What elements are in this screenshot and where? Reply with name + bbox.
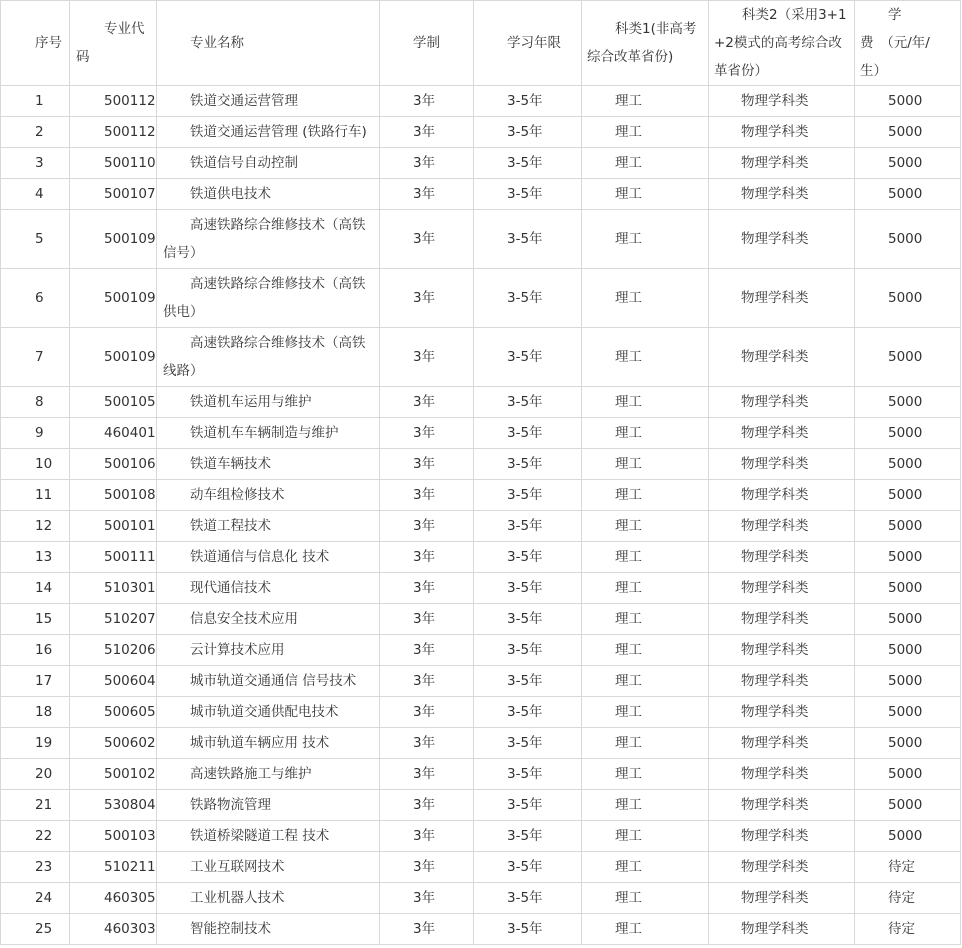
row-name-line1: 铁路物流管理 (190, 797, 271, 813)
row-code: 510301 (70, 573, 157, 604)
row-subject2: 物理学科类 (709, 328, 855, 387)
table-row (1, 573, 961, 604)
row-name (157, 179, 380, 210)
row-duration: 3-5年 (474, 573, 582, 604)
row-name (157, 542, 380, 573)
row-code: 530804 (70, 790, 157, 821)
row-fee: 待定 (855, 883, 961, 914)
row-subject2: 物理学科类 (709, 604, 855, 635)
row-subject1: 理工 (582, 852, 709, 883)
row-subject1: 理工 (582, 210, 709, 269)
row-name-line1: 高速铁路综合维修技术（高铁 (190, 217, 366, 233)
row-name (157, 148, 380, 179)
row-subject2: 物理学科类 (709, 387, 855, 418)
row-name-line1: 铁道机车车辆制造与维护 (190, 425, 339, 441)
row-name-line2: 供电） (163, 304, 204, 320)
row-subject1: 理工 (582, 635, 709, 666)
header-fee-line2: 费 （元/年/ (860, 35, 930, 51)
row-name-line1: 城市轨道车辆应用 技术 (190, 735, 330, 751)
table-row (1, 604, 961, 635)
row-subject1: 理工 (582, 697, 709, 728)
row-subject1: 理工 (582, 728, 709, 759)
header-seq: 序号 (1, 1, 70, 86)
row-system: 3年 (380, 604, 474, 635)
row-name-line1: 铁道交通运营管理 (铁路行车) (190, 124, 367, 140)
row-name-line1: 云计算技术应用 (190, 642, 285, 658)
row-seq: 25 (1, 914, 70, 945)
table-row (1, 117, 961, 148)
row-name (157, 914, 380, 945)
table-row (1, 179, 961, 210)
row-name-line1: 铁道交通运营管理 (190, 93, 298, 109)
row-name-line1: 工业互联网技术 (190, 859, 285, 875)
row-fee: 5000 (855, 117, 961, 148)
row-subject1: 理工 (582, 148, 709, 179)
table-row (1, 790, 961, 821)
row-subject2: 物理学科类 (709, 449, 855, 480)
header-code-line2: 码 (76, 49, 90, 65)
row-name-line1: 铁道信号自动控制 (190, 155, 298, 171)
row-system: 3年 (380, 666, 474, 697)
row-code: 510206 (70, 635, 157, 666)
header-name: 专业名称 (157, 1, 380, 86)
row-fee: 5000 (855, 759, 961, 790)
header-subject2-line1: 科类2（采用3+1 (742, 7, 847, 23)
header-subject2-line3: 革省份） (714, 63, 768, 79)
row-name (157, 210, 380, 269)
row-name-line1: 信息安全技术应用 (190, 611, 298, 627)
row-fee: 5000 (855, 821, 961, 852)
row-subject2: 物理学科类 (709, 148, 855, 179)
row-system: 3年 (380, 148, 474, 179)
row-subject2: 物理学科类 (709, 418, 855, 449)
row-system: 3年 (380, 697, 474, 728)
row-subject2: 物理学科类 (709, 179, 855, 210)
row-seq: 5 (1, 210, 70, 269)
row-seq: 22 (1, 821, 70, 852)
row-duration: 3-5年 (474, 86, 582, 117)
row-fee: 5000 (855, 328, 961, 387)
row-system: 3年 (380, 480, 474, 511)
table-row (1, 666, 961, 697)
row-code: 460303 (70, 914, 157, 945)
table-row (1, 759, 961, 790)
row-system: 3年 (380, 418, 474, 449)
row-fee: 5000 (855, 148, 961, 179)
row-fee: 5000 (855, 210, 961, 269)
row-seq: 16 (1, 635, 70, 666)
row-subject2: 物理学科类 (709, 914, 855, 945)
header-subject2-line2: +2模式的高考综合改 (714, 35, 842, 51)
row-subject1: 理工 (582, 511, 709, 542)
row-name (157, 790, 380, 821)
row-subject1: 理工 (582, 604, 709, 635)
row-code: 500111 (70, 542, 157, 573)
row-system: 3年 (380, 635, 474, 666)
row-subject1: 理工 (582, 418, 709, 449)
row-name-line1: 现代通信技术 (190, 580, 271, 596)
row-name (157, 511, 380, 542)
row-code: 500605 (70, 697, 157, 728)
row-system: 3年 (380, 914, 474, 945)
row-system: 3年 (380, 852, 474, 883)
table-row (1, 148, 961, 179)
row-system: 3年 (380, 179, 474, 210)
table-row (1, 480, 961, 511)
header-subject1 (582, 1, 709, 86)
row-code: 500106 (70, 449, 157, 480)
row-subject2: 物理学科类 (709, 821, 855, 852)
row-seq: 10 (1, 449, 70, 480)
row-system: 3年 (380, 328, 474, 387)
row-duration: 3-5年 (474, 328, 582, 387)
header-subject2 (709, 1, 855, 86)
row-name-line1: 城市轨道交通通信 信号技术 (190, 673, 357, 689)
table-row (1, 914, 961, 945)
row-fee: 5000 (855, 728, 961, 759)
row-name-line1: 智能控制技术 (190, 921, 271, 937)
row-name (157, 328, 380, 387)
header-fee (855, 1, 961, 86)
row-name (157, 852, 380, 883)
row-name (157, 728, 380, 759)
row-seq: 23 (1, 852, 70, 883)
row-name (157, 821, 380, 852)
table-header-row (1, 1, 961, 86)
row-seq: 6 (1, 269, 70, 328)
header-system: 学制 (380, 1, 474, 86)
row-fee: 5000 (855, 542, 961, 573)
row-name-line1: 工业机器人技术 (190, 890, 285, 906)
row-name-line1: 动车组检修技术 (190, 487, 285, 503)
row-duration: 3-5年 (474, 179, 582, 210)
header-subject1-line1: 科类1(非高考 (615, 21, 697, 37)
row-name (157, 418, 380, 449)
row-fee: 5000 (855, 604, 961, 635)
row-name (157, 449, 380, 480)
row-subject1: 理工 (582, 666, 709, 697)
row-system: 3年 (380, 269, 474, 328)
row-code: 500602 (70, 728, 157, 759)
row-fee: 5000 (855, 697, 961, 728)
row-seq: 12 (1, 511, 70, 542)
row-code: 500107 (70, 179, 157, 210)
row-code: 500109 (70, 210, 157, 269)
row-system: 3年 (380, 449, 474, 480)
row-code: 500101 (70, 511, 157, 542)
row-name (157, 759, 380, 790)
row-subject1: 理工 (582, 387, 709, 418)
header-code-line1: 专业代 (104, 21, 145, 37)
row-duration: 3-5年 (474, 148, 582, 179)
table-row (1, 210, 961, 269)
row-fee: 5000 (855, 666, 961, 697)
row-subject2: 物理学科类 (709, 697, 855, 728)
header-subject1-line2: 综合改革省份) (587, 49, 674, 65)
row-fee: 5000 (855, 269, 961, 328)
row-system: 3年 (380, 86, 474, 117)
row-subject2: 物理学科类 (709, 852, 855, 883)
table-row (1, 511, 961, 542)
row-code: 510211 (70, 852, 157, 883)
table-body (1, 86, 961, 945)
row-code: 460401 (70, 418, 157, 449)
row-subject2: 物理学科类 (709, 790, 855, 821)
row-system: 3年 (380, 883, 474, 914)
row-fee: 5000 (855, 418, 961, 449)
row-name (157, 269, 380, 328)
row-subject2: 物理学科类 (709, 480, 855, 511)
header-fee-line1: 学 (888, 7, 902, 23)
row-code: 510207 (70, 604, 157, 635)
row-duration: 3-5年 (474, 117, 582, 148)
row-subject2: 物理学科类 (709, 269, 855, 328)
row-fee: 5000 (855, 635, 961, 666)
row-duration: 3-5年 (474, 604, 582, 635)
row-seq: 4 (1, 179, 70, 210)
row-fee: 5000 (855, 179, 961, 210)
row-code: 500112 (70, 86, 157, 117)
row-duration: 3-5年 (474, 511, 582, 542)
row-fee: 待定 (855, 852, 961, 883)
row-name-line1: 城市轨道交通供配电技术 (190, 704, 339, 720)
row-subject1: 理工 (582, 328, 709, 387)
row-system: 3年 (380, 573, 474, 604)
row-duration: 3-5年 (474, 418, 582, 449)
row-subject2: 物理学科类 (709, 635, 855, 666)
row-fee: 5000 (855, 790, 961, 821)
row-name-line1: 铁道机车运用与维护 (190, 394, 312, 410)
row-code: 460305 (70, 883, 157, 914)
row-name (157, 604, 380, 635)
row-seq: 24 (1, 883, 70, 914)
row-system: 3年 (380, 821, 474, 852)
row-subject1: 理工 (582, 573, 709, 604)
row-subject2: 物理学科类 (709, 573, 855, 604)
row-name-line2: 线路） (163, 363, 204, 379)
row-system: 3年 (380, 511, 474, 542)
table-row (1, 635, 961, 666)
row-subject1: 理工 (582, 480, 709, 511)
row-system: 3年 (380, 117, 474, 148)
row-subject2: 物理学科类 (709, 117, 855, 148)
table-row (1, 728, 961, 759)
row-seq: 13 (1, 542, 70, 573)
table-row (1, 883, 961, 914)
row-code: 500112 (70, 117, 157, 148)
row-fee: 5000 (855, 511, 961, 542)
row-subject1: 理工 (582, 883, 709, 914)
table-row (1, 697, 961, 728)
row-seq: 8 (1, 387, 70, 418)
row-name-line1: 铁道供电技术 (190, 186, 271, 202)
row-duration: 3-5年 (474, 759, 582, 790)
row-subject1: 理工 (582, 449, 709, 480)
row-subject1: 理工 (582, 914, 709, 945)
row-name-line1: 铁道桥梁隧道工程 技术 (190, 828, 330, 844)
row-code: 500105 (70, 387, 157, 418)
row-subject2: 物理学科类 (709, 883, 855, 914)
row-seq: 15 (1, 604, 70, 635)
row-name (157, 117, 380, 148)
table-row (1, 821, 961, 852)
row-duration: 3-5年 (474, 728, 582, 759)
row-duration: 3-5年 (474, 449, 582, 480)
row-subject1: 理工 (582, 179, 709, 210)
row-name-line2: 信号） (163, 245, 204, 261)
row-seq: 19 (1, 728, 70, 759)
row-subject2: 物理学科类 (709, 759, 855, 790)
row-name-line1: 高速铁路施工与维护 (190, 766, 312, 782)
row-name (157, 697, 380, 728)
table-row (1, 449, 961, 480)
row-system: 3年 (380, 387, 474, 418)
row-name-line1: 铁道通信与信息化 技术 (190, 549, 330, 565)
row-duration: 3-5年 (474, 697, 582, 728)
row-duration: 3-5年 (474, 210, 582, 269)
row-name (157, 387, 380, 418)
row-fee: 5000 (855, 86, 961, 117)
row-seq: 9 (1, 418, 70, 449)
row-seq: 7 (1, 328, 70, 387)
row-seq: 21 (1, 790, 70, 821)
row-system: 3年 (380, 728, 474, 759)
row-subject2: 物理学科类 (709, 210, 855, 269)
row-duration: 3-5年 (474, 883, 582, 914)
row-system: 3年 (380, 542, 474, 573)
row-seq: 17 (1, 666, 70, 697)
row-subject1: 理工 (582, 269, 709, 328)
row-subject2: 物理学科类 (709, 86, 855, 117)
row-code: 500103 (70, 821, 157, 852)
row-subject1: 理工 (582, 117, 709, 148)
row-duration: 3-5年 (474, 666, 582, 697)
row-subject2: 物理学科类 (709, 666, 855, 697)
row-subject1: 理工 (582, 86, 709, 117)
row-name-line1: 铁道车辆技术 (190, 456, 271, 472)
row-subject1: 理工 (582, 790, 709, 821)
table-row (1, 269, 961, 328)
row-seq: 11 (1, 480, 70, 511)
row-seq: 1 (1, 86, 70, 117)
header-duration: 学习年限 (474, 1, 582, 86)
table-row (1, 418, 961, 449)
row-fee: 5000 (855, 449, 961, 480)
row-duration: 3-5年 (474, 852, 582, 883)
row-name (157, 666, 380, 697)
row-subject2: 物理学科类 (709, 542, 855, 573)
row-fee: 5000 (855, 387, 961, 418)
row-name-line1: 高速铁路综合维修技术（高铁 (190, 276, 366, 292)
row-name (157, 635, 380, 666)
row-fee: 5000 (855, 480, 961, 511)
row-seq: 14 (1, 573, 70, 604)
row-code: 500604 (70, 666, 157, 697)
row-subject1: 理工 (582, 821, 709, 852)
row-subject2: 物理学科类 (709, 728, 855, 759)
row-duration: 3-5年 (474, 790, 582, 821)
row-code: 500110 (70, 148, 157, 179)
row-seq: 20 (1, 759, 70, 790)
row-duration: 3-5年 (474, 387, 582, 418)
row-system: 3年 (380, 790, 474, 821)
row-name-line1: 高速铁路综合维修技术（高铁 (190, 335, 366, 351)
row-name (157, 480, 380, 511)
header-fee-line3: 生） (860, 63, 887, 79)
row-seq: 18 (1, 697, 70, 728)
table-row (1, 387, 961, 418)
row-name (157, 573, 380, 604)
row-code: 500102 (70, 759, 157, 790)
row-system: 3年 (380, 210, 474, 269)
row-fee: 待定 (855, 914, 961, 945)
table-row (1, 542, 961, 573)
table-row (1, 852, 961, 883)
row-subject2: 物理学科类 (709, 511, 855, 542)
row-name (157, 883, 380, 914)
row-duration: 3-5年 (474, 480, 582, 511)
row-code: 500109 (70, 269, 157, 328)
table-row (1, 86, 961, 117)
row-name-line1: 铁道工程技术 (190, 518, 271, 534)
row-code: 500108 (70, 480, 157, 511)
row-seq: 3 (1, 148, 70, 179)
row-fee: 5000 (855, 573, 961, 604)
header-code (70, 1, 157, 86)
row-duration: 3-5年 (474, 542, 582, 573)
row-duration: 3-5年 (474, 914, 582, 945)
row-subject1: 理工 (582, 542, 709, 573)
table-row (1, 328, 961, 387)
row-duration: 3-5年 (474, 635, 582, 666)
row-duration: 3-5年 (474, 821, 582, 852)
row-seq: 2 (1, 117, 70, 148)
row-code: 500109 (70, 328, 157, 387)
row-duration: 3-5年 (474, 269, 582, 328)
row-system: 3年 (380, 759, 474, 790)
row-name (157, 86, 380, 117)
row-subject1: 理工 (582, 759, 709, 790)
